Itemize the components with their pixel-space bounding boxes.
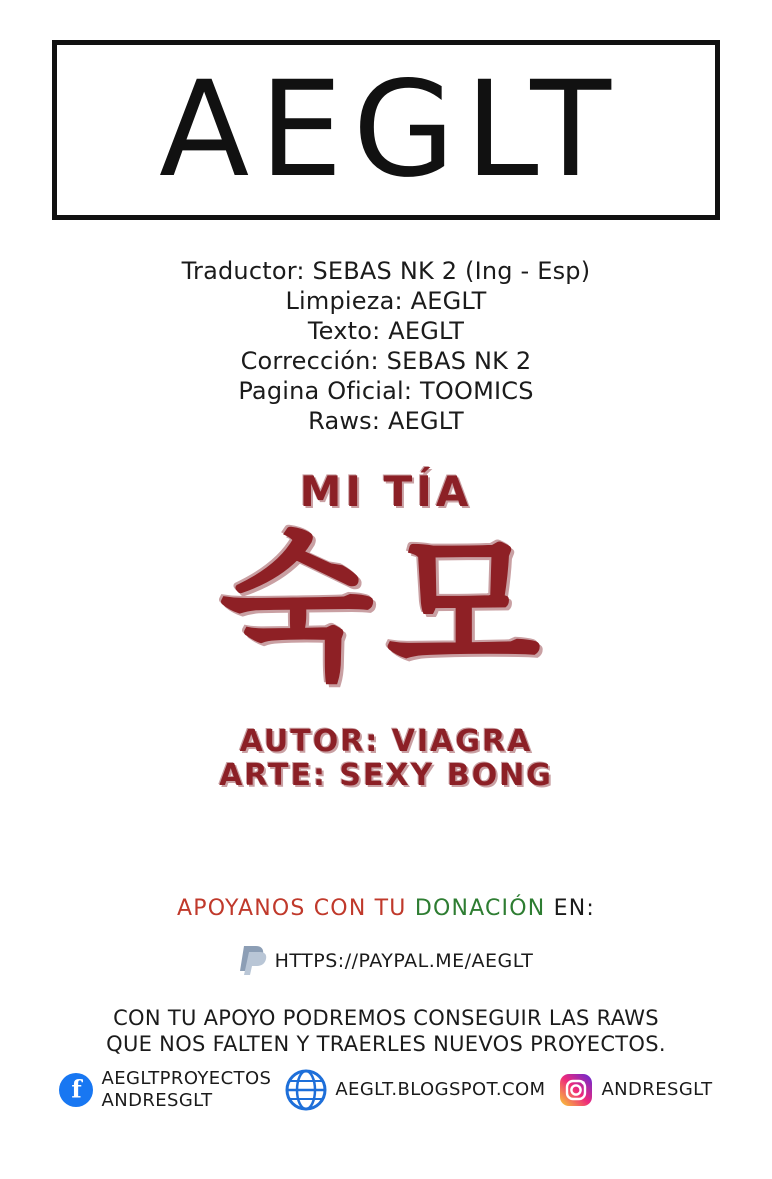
support-text [0, 1005, 772, 1057]
title-author: AUTOR: VIAGRA [239, 724, 533, 760]
facebook-icon [59, 1073, 93, 1107]
instagram-icon [559, 1073, 593, 1107]
group-logo-box [52, 40, 720, 220]
instagram-handle[interactable]: ANDRESGLT [601, 1079, 713, 1100]
title-hangul: 숙모 [219, 514, 553, 702]
paypal-row[interactable] [0, 943, 772, 979]
credits-list [0, 256, 772, 436]
globe-icon [285, 1069, 327, 1111]
credit-line: Raws: AEGLT [308, 407, 464, 435]
support-line-2: QUE NOS FALTEN Y TRAERLES NUEVOS PROYECTOS. [106, 1032, 666, 1056]
donation-heading-part1: APOYANOS CON TU [177, 896, 415, 921]
facebook-page-name: AEGLTPROYECTOS [101, 1068, 272, 1089]
paypal-icon [239, 943, 269, 979]
facebook-user-name: ANDRESGLT [101, 1090, 213, 1111]
donation-heading [0, 895, 772, 923]
credit-line: Texto: AEGLT [307, 317, 465, 345]
credit-line: Limpieza: AEGLT [285, 287, 487, 315]
title-spanish: MI TÍA [299, 467, 473, 516]
blog-url[interactable]: AEGLT.BLOGSPOT.COM [335, 1079, 546, 1100]
credit-line: Traductor: SEBAS NK 2 (Ing - Esp) [181, 257, 591, 285]
social-facebook[interactable] [59, 1068, 271, 1112]
paypal-url[interactable]: HTTPS://PAYPAL.ME/AEGLT [274, 950, 534, 972]
support-line-1: CON TU APOYO PODREMOS CONSEGUIR LAS RAWS [113, 1006, 659, 1030]
social-row [0, 1068, 772, 1112]
group-logo-text: AEGLT [159, 53, 621, 207]
title-block [0, 467, 772, 794]
credit-line: Corrección: SEBAS NK 2 [240, 347, 532, 375]
credit-line: Pagina Oficial: TOOMICS [238, 377, 534, 405]
donation-heading-part3: EN: [545, 896, 595, 921]
title-artist: ARTE: SEXY BONG [219, 758, 553, 794]
social-blog[interactable] [285, 1069, 545, 1111]
donation-heading-part2: DONACIÓN [414, 896, 546, 921]
facebook-labels [101, 1068, 271, 1112]
social-instagram[interactable] [559, 1073, 712, 1107]
donation-block [0, 895, 772, 1057]
